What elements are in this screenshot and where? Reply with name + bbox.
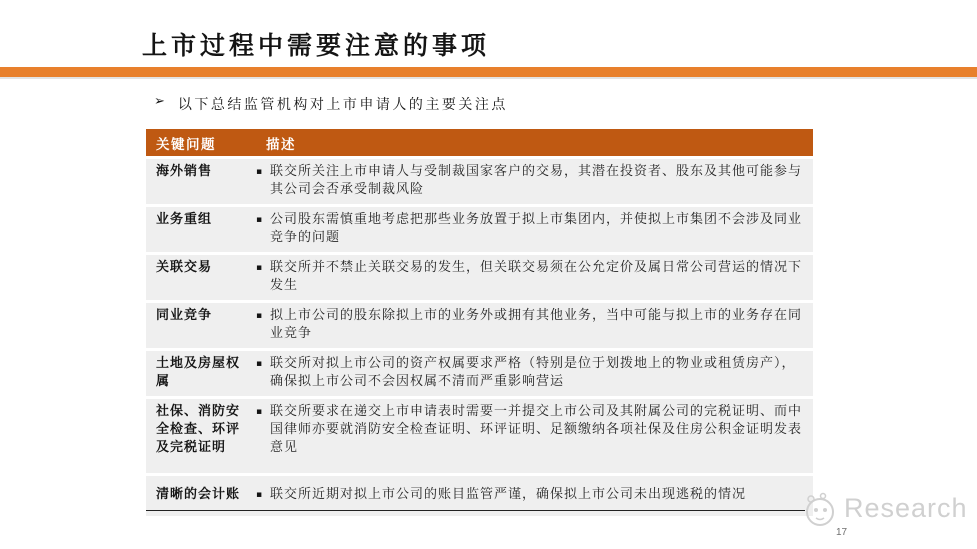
intro-bullet-line — [154, 94, 508, 114]
square-bullet-icon: ▪ — [256, 311, 264, 321]
accent-divider-bar — [0, 67, 977, 79]
square-bullet-icon: ▪ — [256, 167, 264, 177]
watermark-text: Research — [844, 492, 968, 523]
row-key: 社保、消防安全检查、环评及完税证明 — [156, 404, 241, 455]
row-description — [256, 307, 813, 343]
row-key: 业务重组 — [156, 212, 213, 227]
row-description — [256, 403, 813, 457]
square-bullet-icon: ▪ — [256, 407, 264, 417]
table-header-row — [146, 129, 813, 156]
intro-text: 以下总结监管机构对上市申请人的主要关注点 — [177, 97, 508, 113]
arrow-bullet-icon: ➢ — [154, 94, 165, 109]
footer-divider-line — [146, 510, 805, 511]
row-key: 同业竞争 — [156, 308, 213, 323]
row-key: 清晰的会计账 — [156, 487, 241, 502]
row-description — [256, 259, 813, 295]
column-header-key: 关键问题 — [156, 136, 216, 153]
row-description-text: 联交所近期对拟上市公司的账目监管严谨，确保拟上市公司未出现逃税的情况 — [270, 487, 747, 502]
row-description — [256, 163, 813, 199]
square-bullet-icon: ▪ — [256, 215, 264, 225]
page-number: 17 — [836, 527, 848, 538]
research-watermark — [798, 486, 968, 530]
key-issues-table — [146, 129, 813, 516]
row-description-text: 拟上市公司的股东除拟上市的业务外或拥有其他业务，当中可能与拟上市的业务存在同业竞争 — [270, 308, 803, 341]
table-row — [146, 399, 813, 473]
table-row — [146, 255, 813, 300]
row-description-text: 公司股东需慎重地考虑把那些业务放置于拟上市集团内，并使拟上市集团不会涉及同业竞争的问题 — [270, 212, 803, 245]
table-row — [146, 351, 813, 396]
square-bullet-icon: ▪ — [256, 263, 264, 273]
panda-face-logo-icon — [798, 486, 840, 530]
row-description — [256, 486, 813, 504]
table-row — [146, 207, 813, 252]
row-description-text: 联交所对拟上市公司的资产权属要求严格（特别是位于划拨地上的物业或租赁房产），确保拟上市公司不会因权属不清而严重影响营运 — [270, 356, 796, 389]
square-bullet-icon: ▪ — [256, 359, 264, 369]
page-title: 上市过程中需要注意的事项 — [142, 31, 491, 60]
row-key: 关联交易 — [156, 260, 213, 275]
row-description-text: 联交所并不禁止关联交易的发生，但关联交易须在公允定价及属日常公司营运的情况下发生 — [270, 260, 803, 293]
row-key: 土地及房屋权属 — [156, 356, 241, 389]
square-bullet-icon: ▪ — [256, 490, 264, 500]
row-description — [256, 355, 813, 391]
row-description — [256, 211, 813, 247]
table-row — [146, 159, 813, 204]
row-description-text: 联交所要求在递交上市申请表时需要一并提交上市公司及其附属公司的完税证明、而中国律师亦要就消防安全检查证明、环评证明、足额缴纳各项社保及住房公积金证明发表意见 — [270, 404, 803, 455]
row-description-text: 联交所关注上市申请人与受制裁国家客户的交易，其潜在投资者、股东及其他可能参与其公司会否承受制裁风险 — [270, 164, 803, 197]
row-key: 海外销售 — [156, 164, 213, 179]
table-row — [146, 303, 813, 348]
column-header-desc: 描述 — [266, 136, 296, 153]
